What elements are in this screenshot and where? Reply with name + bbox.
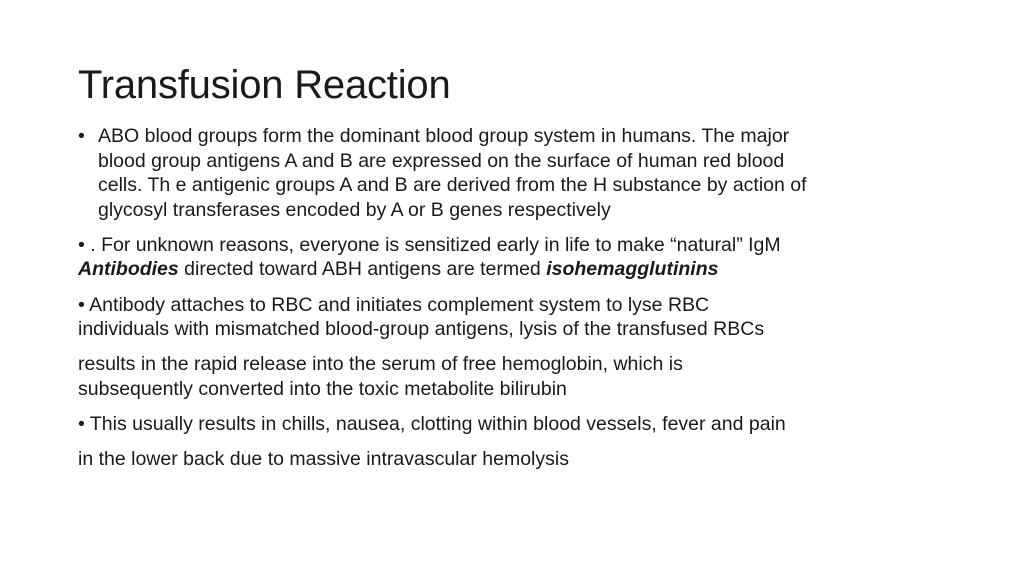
text-line (78, 257, 958, 282)
slide-title: Transfusion Reaction (78, 63, 451, 107)
text-line: ABO blood groups form the dominant blood group system in humans. The major (98, 125, 790, 147)
text-line: blood group antigens A and B are expressed on the surface of human red blood (98, 149, 785, 172)
text-line: • This usually results in chills, nausea, clotting within blood vessels, fever and pain (78, 412, 786, 435)
text-line: • . For unknown reasons, everyone is sensitized early in life to make “natural” IgM (78, 233, 781, 256)
text-line: glycosyl transferases encoded by A or B genes respectively (98, 198, 611, 221)
text-line: in the lower back due to massive intravascular hemolysis (78, 448, 569, 471)
emphasis-antibodies: Antibodies (78, 258, 179, 281)
text-line: subsequently converted into the toxic metabolite bilirubin (78, 377, 567, 400)
bullet-item-symptoms (78, 412, 958, 437)
bullet-item-sensitized (78, 233, 958, 282)
bullet-item-antibody (78, 293, 958, 342)
emphasis-isohemagglutinins: isohemagglutinins (546, 258, 719, 281)
bullet-item-abo (78, 124, 958, 222)
text-line: results in the rapid release into the serum of free hemoglobin, which is (78, 353, 683, 376)
bullet-icon: • (78, 125, 85, 147)
paragraph-hemoglobin (78, 352, 958, 401)
paragraph-hemolysis (78, 447, 958, 472)
text-line: individuals with mismatched blood-group antigens, lysis of the transfused RBCs (78, 318, 765, 341)
text-line: • Antibody attaches to RBC and initiates complement system to lyse RBC (78, 293, 710, 316)
text-line: cells. Th e antigenic groups A and B are derived from the H substance by action of (98, 174, 807, 197)
text-run: directed toward ABH antigens are termed (178, 258, 547, 281)
slide-body (78, 124, 958, 482)
